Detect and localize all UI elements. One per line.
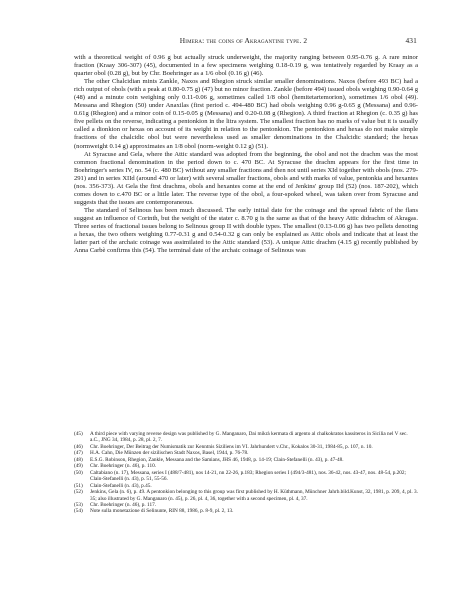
- paragraph: The other Chalcidian mints Zankle, Naxos and Rhegion struck similar smaller denominations. Naxos (before 493 BC) had a rich output of obols (with a peak at 0.80-0.75 g) (47) but no minor fraction. Zankle (before 494) issued obols weighing 0.90-0.64 g (48) and a minute coin weighing only 0.11-0.06 g, sometimes called 1/8 obol (hemitetartemorion), sometimes 1/6 obol (49). Messana and Rhegion (50) under Anaxilas (first period c. 494-480 BC) had obols weighing 0.96 g-0.65 g (Messana) and 0.96-0.61g (Rhegion) and a minor coin of 0.15-0.05 g (Messana) and 0.20-0.08 g (Rhegion). A third fraction at Rhegion (c. 0.35 g) has five pellets on the reverse, indicating a pentonkion in the litra system. The smallest fraction has no marks of value but it is usually called a dionkion or hexas on account of its weight in relation to the pentonkion. The pentonkion and hexas do not make simple fractions of the chalcidic obol but were nevertheless used as smaller denominations in the Chalcidic standard; the hexas (normweight 0.14 g) approximates an 1/8 obol (norm-weight 0.12 g) (51).: [74, 78, 418, 150]
- footnote-number: (45): [74, 431, 83, 437]
- footnote: [74, 431, 418, 444]
- paragraph: The standard of Selinous has been much discussed. The early initial date for the coinage and the spread fabric of the flans suggest an influence of Corinth, but the weight of the stater c. 8.70 g is the same as that of the heavy Attic didrachm of Akragas. Three series of fractional issues belong to Selinous group II with double types. The smallest (0.13-0.06 g) has two pellets denoting a hexas, the two others weighing 0.77-0.31 g and 0.54-0.32 g can only be explained as Attic obols and indicate that at least the latter part of the archaic coinage was assimilated to the Attic standard (53). A unique Attic drachm (4.15 g) recently published by Anna Carbè confirms this (54). The terminal date of the archaic coinage of Selinous was: [74, 206, 418, 255]
- paragraph: with a theoretical weight of 0.96 g but actually struck underweight, the majority ranging between 0.95-0.76 g. A rare minor fraction (Kraay 306-307) (45), documented in a few specimens weighing 0.18-0.19 g, was tentatively regarded by Kraay as a quarter obol (0.28 g), but by Chr. Boehringer as a 1/6 obol (0.16 g) (46).: [74, 54, 418, 78]
- body-text: [74, 54, 418, 255]
- footnotes: [74, 431, 418, 515]
- footnote-number: (53): [74, 501, 83, 508]
- footnote-number: (54): [74, 508, 83, 515]
- footnote-text: Chr. Boehringer (n. 46), p. 117.: [90, 501, 157, 508]
- page-number: 431: [405, 36, 417, 45]
- footnote-text: A third piece with varying reverse design was published by G. Manganaro, Dai mikrà kermata di argento al chalkokratos kassiteros in Sicilia nel V sec. a.C., JNG 34, 1984, p. 28, pl. 2, 7.: [90, 431, 408, 444]
- footnote-number: (46): [74, 443, 83, 450]
- footnote-text: Clain-Stefanelli (n. 43), p.45.: [90, 482, 152, 489]
- footnote-number: (48): [74, 456, 83, 463]
- footnote-text: Jenkins, Gela (n. 6), p. 49. A pentonkion belonging to this group was first published by H. Küthmann, Münchner Jahrb.bild.Kunst, 32, 1981, p. 209, 4, pl. 3. 35; also illustrated by G. Manganaro (n. 45), p. 26, pl. 4, 36, together with a second specimen, pl. 4, 37.: [90, 489, 418, 502]
- footnote: [74, 489, 418, 502]
- footnote-text: Caltabiano (n. 17), Messana, series I (488/7-481), nos 14-21, nn 22-26, p.183; Rhegion series I (494/3-481), nos. 36-42, nos. 43-47, nos. 48-54, p.202; Clain-Stefanelli (n. 43), p. 51, 55-56.: [90, 469, 406, 483]
- footnote-number: (51): [74, 482, 83, 489]
- footnote-text: Chr. Boehringer, Der Beitrag der Numismatik zur Kenntnis Siziliens im VI. Jahrhundert v.Chr., Kokalos 30-31, 1984-85, p. 107, n. 10.: [90, 443, 373, 450]
- footnote-number: (52): [74, 489, 83, 496]
- footnote-text: Chr. Boehringer (n. 46), p. 110.: [90, 463, 157, 470]
- page-header: [70, 36, 417, 48]
- footnote-number: (50): [74, 469, 83, 476]
- footnote-text: H.A. Cahn, Die Münzen der sizilischen Stadt Naxos, Basel, 1944, p. 76-78.: [90, 450, 249, 457]
- footnote-number: (47): [74, 450, 83, 457]
- paragraph: At Syracuse and Gela, where the Attic standard was adopted from the beginning, the obol and not the drachm was the most common fractional denomination in the period down to c. 470 BC. At Syracuse the drachm appears for the first time in Boehringer's series IV, no. 54 (c. 480 BC) without any smaller fractions and then not until series XId together with obols (nos. 279-291) and in series XIId (around 470 or later) with several smaller fractions, obols and with marks of value, pentonkia and hexantes (nos. 356-373). At Gela the first drachms, obols and hexantes come at the end of Jenkins' group IId (52) (nos. 187-202), which comes down to c.470 BC or a little later. The reverse type of the obol, a four-spoked wheel, was taken over from Syracuse and suggests that the issues are contemporaneous.: [74, 150, 418, 206]
- footnote: [74, 470, 418, 483]
- footnote-text: E.S.G. Robinson, Rhegion, Zankle, Messana and the Samians, JHS 46, 1948, p. 14-19; Clain-Stefanelli (n. 43), p. 47-48.: [90, 456, 344, 463]
- footnote-number: (49): [74, 463, 83, 470]
- footnote-text: Note sulla monetazione di Selinunte, RIN 88, 1986, p. 8-9, pl. 2, 13.: [90, 508, 234, 515]
- running-title: Himera: the coins of Akragantine type. 2: [179, 36, 308, 45]
- footnote: [74, 508, 418, 514]
